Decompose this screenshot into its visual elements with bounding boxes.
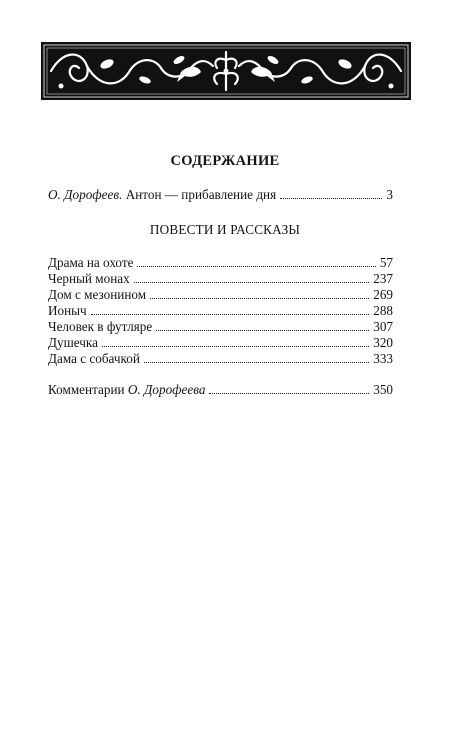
section-title: ПОВЕСТИ И РАССКАЗЫ <box>149 222 301 237</box>
toc-entry-page: 237 <box>373 271 393 286</box>
toc-entry[interactable] <box>48 271 393 287</box>
toc-entry-page: 57 <box>379 255 393 270</box>
dot-leader <box>156 330 369 331</box>
toc-entry-title: Дом с мезонином <box>48 287 147 302</box>
dot-leader <box>144 362 369 363</box>
toc-entry[interactable] <box>48 287 393 303</box>
toc-entry-title: Черный монах <box>48 271 130 286</box>
dot-leader <box>91 314 370 315</box>
decorative-ornament-band <box>41 42 411 100</box>
toc-entry-title: Дама с собачкой <box>48 351 140 366</box>
toc-entry[interactable] <box>48 335 393 351</box>
toc-entry-page: 333 <box>373 351 393 366</box>
toc-entry-author: О. Дорофеева <box>127 382 206 397</box>
toc-entry-title: Комментарии <box>48 382 128 397</box>
toc-entry-page: 307 <box>373 319 393 334</box>
toc-entry-commentary[interactable] <box>48 382 393 398</box>
toc-entry-page: 288 <box>373 303 393 318</box>
toc-entry[interactable] <box>48 351 393 367</box>
toc-entry-intro[interactable] <box>48 187 393 203</box>
dot-leader <box>102 346 369 347</box>
toc-entry-title: Антон — прибавление дня <box>122 187 277 202</box>
toc-heading: СОДЕРЖАНИЕ <box>170 153 280 169</box>
dot-leader <box>280 198 382 199</box>
toc-entry-author: О. Дорофеев. <box>48 187 123 202</box>
dot-leader <box>137 266 375 267</box>
toc-entry-title: Душечка <box>48 335 98 350</box>
toc-entry[interactable] <box>48 255 393 271</box>
dot-leader <box>150 298 369 299</box>
toc-entry-page: 3 <box>386 187 393 202</box>
dot-leader <box>134 282 369 283</box>
toc-entry-page: 320 <box>373 335 393 350</box>
toc-entry-page: 350 <box>373 382 393 397</box>
toc-entry-title: Драма на охоте <box>48 255 134 270</box>
toc-entry-title: Ионыч <box>48 303 87 318</box>
toc-entry-page: 269 <box>373 287 393 302</box>
toc-entry-title: Человек в футляре <box>48 319 153 334</box>
toc-entry[interactable] <box>48 319 393 335</box>
dot-leader <box>209 393 369 394</box>
toc-entry[interactable] <box>48 303 393 319</box>
